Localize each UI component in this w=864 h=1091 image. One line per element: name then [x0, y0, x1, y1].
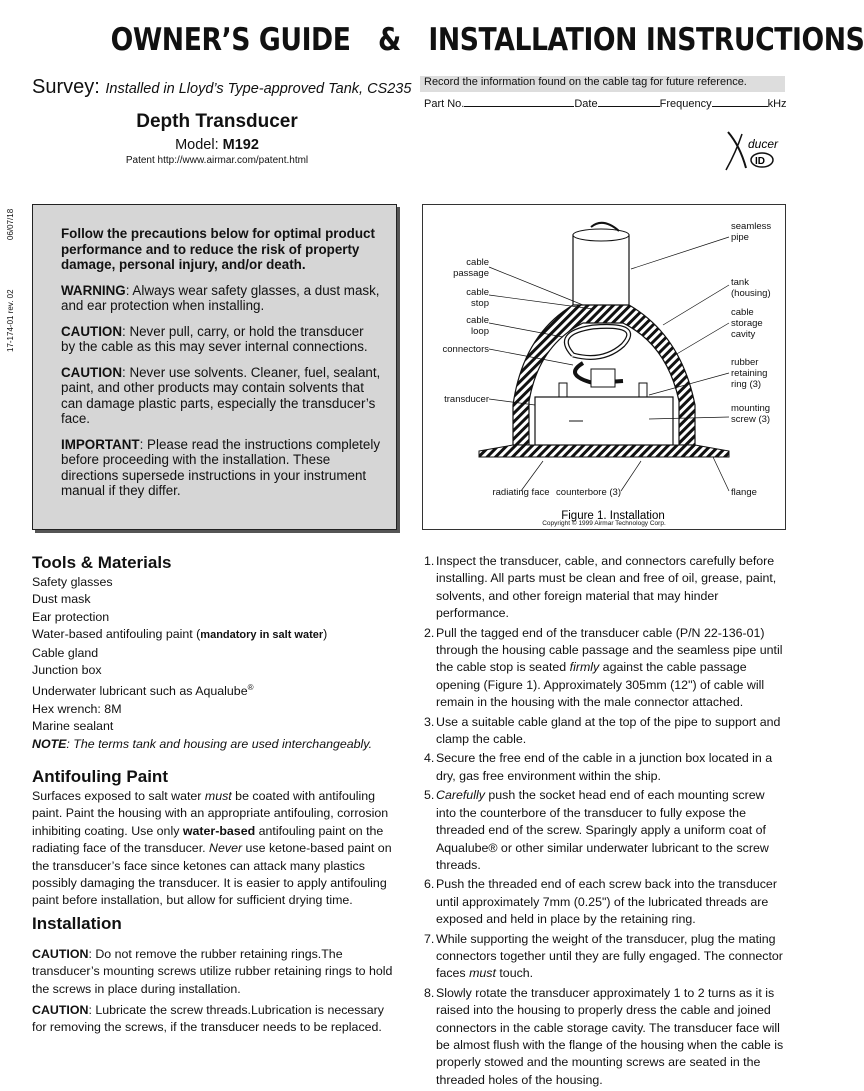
figure-copyright: Copyright © 1999 Airmar Technology Corp.	[542, 520, 666, 527]
step-number: 6.	[424, 877, 435, 892]
title-part-owners-guide: OWNER’S GUIDE	[110, 22, 351, 58]
label-counterbore: counterbore (3)	[556, 487, 621, 498]
warning-label: WARNING	[61, 282, 126, 298]
precautions-intro: Follow the precautions below for optimal product performance and to reduce the risk of property damage, personal injury, and/or death.	[61, 226, 375, 272]
step-item	[424, 714, 784, 749]
paint-text: Water-based antifouling paint (	[32, 627, 201, 642]
list-item: Safety glasses	[32, 575, 113, 589]
date-blank	[598, 96, 660, 107]
list-item: Dust mask	[32, 592, 91, 607]
step-number: 5.	[424, 788, 435, 803]
record-note: Record the information found on the cable tag for future reference.	[424, 76, 747, 88]
step-number: 7.	[424, 931, 435, 946]
step-emphasis: firmly	[569, 660, 600, 675]
label-rubber-ring-2: retaining	[731, 368, 768, 379]
flange	[479, 445, 729, 457]
installation-steps	[424, 553, 784, 1091]
step-number: 1.	[424, 554, 435, 568]
note-label: NOTE	[32, 736, 67, 751]
label-radiating-face: radiating face	[492, 487, 550, 498]
af-text: use ketone-based paint on the transducer’s face since ketones can attack many plastics possibly damaging the transducer. It is easier to apply antifouling paint before installation, but allow for sufficient drying time.	[32, 841, 392, 908]
label-rubber-ring-3: ring (3)	[731, 379, 762, 390]
step-number: 3.	[424, 714, 435, 729]
caution-text: : Lubricate the screw threads.Lubrication is necessary for removing the screws, if the transducer needs to be replaced.	[32, 1003, 384, 1035]
caution-text: : Never use solvents. Cleaner, fuel, sealant, paint, and other products may contain solvents that can damage plastic parts, especially the transducer’s face.	[61, 364, 381, 426]
step-emphasis: must	[469, 966, 496, 981]
note-text: : The terms tank and housing are used interchangeably.	[66, 736, 373, 751]
af-text: antifouling paint on the radiating face of the transducer.	[32, 823, 384, 856]
label-cable-passage-2: passage	[453, 268, 489, 279]
step-text: Use a suitable cable gland at the top of the pipe to support and clamp the cable.	[436, 714, 781, 747]
label-seamless-pipe-2: pipe	[731, 232, 749, 243]
label-transducer: transducer	[444, 394, 489, 405]
frequency-blank	[712, 96, 768, 107]
step-text: Inspect the transducer, cable, and connectors carefully before installing. All parts must be clean and free of oil, grease, paint, solvents, and other foreign material that may hinder performance.	[436, 554, 777, 621]
af-text: Surfaces exposed to salt water	[32, 789, 205, 803]
part-no-blank	[464, 96, 574, 107]
label-connectors: connectors	[442, 344, 489, 355]
caution-label: CAUTION	[32, 1003, 89, 1017]
label-seamless-pipe: seamless	[731, 221, 772, 232]
model-value: M192	[222, 137, 259, 153]
doc-revision: 17-174-01 rev. 02	[6, 289, 15, 352]
tools-list	[32, 574, 397, 753]
list-item: Marine sealant	[32, 719, 114, 734]
tools-heading: Tools & Materials	[32, 553, 172, 572]
label-mounting-screw: mounting	[731, 403, 771, 414]
label-tank: tank	[731, 277, 749, 288]
title-part-installation: INSTALLATION INSTRUCTIONS	[428, 22, 864, 58]
caution-label: CAUTION	[32, 947, 89, 961]
installation-caution-1	[32, 946, 397, 998]
step-item	[424, 625, 784, 712]
lube-text: Underwater lubricant such as Aqualube	[32, 684, 248, 699]
af-text: be coated with antifouling paint. Paint the housing with an appropriate antifouling, corrosion inhibiting coating. Use only	[32, 789, 389, 838]
warning-item	[61, 283, 381, 314]
installation-figure	[422, 204, 786, 530]
frequency-label: Frequency	[659, 98, 712, 110]
registered-mark: ®	[247, 683, 254, 693]
warning-text: : Always wear safety glasses, a dust mask, and ear protection when installing.	[61, 282, 380, 313]
product-name: Depth Transducer	[136, 111, 298, 132]
logo-id: ID	[755, 156, 765, 167]
label-cable-loop-2: loop	[471, 326, 489, 337]
af-em: Never	[209, 841, 243, 856]
date-label: Date	[574, 98, 598, 110]
step-number: 4.	[424, 751, 435, 766]
step-text-end: against the cable passage opening (Figure 1). Approximately 305mm (12") of cable will remain in the housing with the male connector attached.	[436, 660, 765, 710]
installation-caution-2	[32, 1002, 397, 1037]
part-info-fields	[424, 96, 787, 110]
af-bold: water-based	[182, 823, 256, 838]
important-item	[61, 437, 381, 499]
step-text: Slowly rotate the transducer approximately 1 to 2 turns as it is raised into the housing to properly dress the cable and joined connectors in the cable storage cavity. The transducer face will be almost flush with the flange of the housing when the cable is properly stowed and the mounting screws are seated in the threaded holes of the housing.	[436, 985, 784, 1087]
step-number: 8.	[424, 985, 435, 1000]
label-rubber-ring: rubber	[731, 357, 759, 368]
caution-label: CAUTION	[61, 364, 122, 380]
list-item: Ear protection	[32, 609, 110, 624]
step-text-end: push the socket head end of each mounting screw into the counterbore of the transducer to fully expose the threaded end of the screw. Sparingly apply a uniform coat of Aqualube® or other similar underwater lubricant to the screw threads.	[436, 788, 769, 872]
step-item	[424, 787, 784, 874]
antifouling-heading: Antifouling Paint	[32, 767, 168, 786]
af-em: must	[204, 789, 232, 803]
important-text: : Please read the instructions completely before proceeding with the installation. These directions supersede instructions in your instrument manual if they differ.	[61, 436, 381, 498]
patent-line: Patent http://www.airmar.com/patent.html	[125, 155, 309, 166]
step-text: While supporting the weight of the transducer, plug the mating connectors together until they are fully engaged. The connector faces	[436, 931, 783, 981]
part-no-label: Part No.	[424, 98, 465, 110]
step-item	[424, 553, 784, 623]
label-tank-housing: (housing)	[731, 288, 771, 299]
step-emphasis: Carefully	[436, 788, 485, 803]
label-cable-storage-2: storage	[731, 318, 763, 329]
label-cable-passage: cable	[466, 257, 489, 268]
survey-label: Survey:	[32, 76, 100, 98]
precautions-box	[32, 204, 397, 530]
connectors	[591, 369, 615, 387]
caution-item	[61, 324, 381, 355]
label-cable-storage-3: cavity	[731, 329, 756, 340]
document-title	[110, 22, 864, 58]
doc-date: 06/07/18	[6, 208, 15, 240]
label-flange: flange	[731, 487, 757, 498]
model-line	[32, 137, 402, 153]
list-item	[32, 679, 397, 701]
list-item: Junction box	[32, 663, 102, 678]
logo-text: ducer	[748, 137, 779, 151]
list-item: Hex wrench: 8M	[32, 701, 122, 716]
label-cable-storage: cable	[731, 307, 754, 318]
paint-end: )	[323, 627, 328, 642]
step-item	[424, 876, 784, 928]
antifouling-paragraph	[32, 788, 397, 910]
steps-list	[424, 553, 784, 1089]
paint-mandatory: mandatory in salt water	[200, 629, 324, 642]
label-cable-loop: cable	[466, 315, 489, 326]
caution-label: CAUTION	[61, 323, 122, 339]
step-text-end: touch.	[495, 966, 534, 981]
important-label: IMPORTANT	[61, 436, 140, 452]
xducer-id-logo	[718, 128, 788, 174]
figure-caption: Figure 1. Installation	[561, 510, 665, 522]
model-label: Model:	[175, 137, 219, 153]
installation-diagram	[423, 205, 785, 529]
label-cable-stop-2: stop	[471, 298, 489, 309]
caution-text: : Do not remove the rubber retaining rings.The transducer’s mounting screws utilize rubber retaining rings to hold the screws in place during installation.	[32, 947, 393, 996]
label-mounting-screw-2: screw (3)	[731, 414, 771, 425]
khz-label: kHz	[767, 98, 787, 110]
label-cable-stop: cable	[466, 287, 489, 298]
step-number: 2.	[424, 625, 435, 640]
caution-text: : Never pull, carry, or hold the transducer by the cable as this may sever internal connections.	[61, 323, 368, 354]
list-item	[32, 626, 397, 644]
step-item	[424, 985, 784, 1089]
seamless-pipe	[573, 235, 629, 307]
survey-line	[32, 76, 411, 99]
installation-heading: Installation	[32, 914, 122, 933]
survey-detail: Installed in Lloyd’s Type-approved Tank, CS235	[105, 81, 412, 97]
transducer-body	[535, 397, 673, 445]
step-item	[424, 750, 784, 785]
title-ampersand: &	[378, 22, 401, 58]
step-text: Push the threaded end of each screw back into the transducer until approximately 7mm (0.25") of the lubricated threads are exposed and held in place by the retaining ring.	[436, 877, 777, 927]
list-item: Cable gland	[32, 645, 99, 660]
note	[32, 736, 397, 753]
step-text: Pull the tagged end of the transducer cable (P/N 22-136-01) through the housing cable passage and the seamless pipe until the cable stop is seated	[436, 625, 783, 675]
step-text: Secure the free end of the cable in a junction box located in a dry, gas free environment within the ship.	[436, 751, 773, 783]
caution-item	[61, 365, 381, 427]
step-item	[424, 931, 784, 983]
